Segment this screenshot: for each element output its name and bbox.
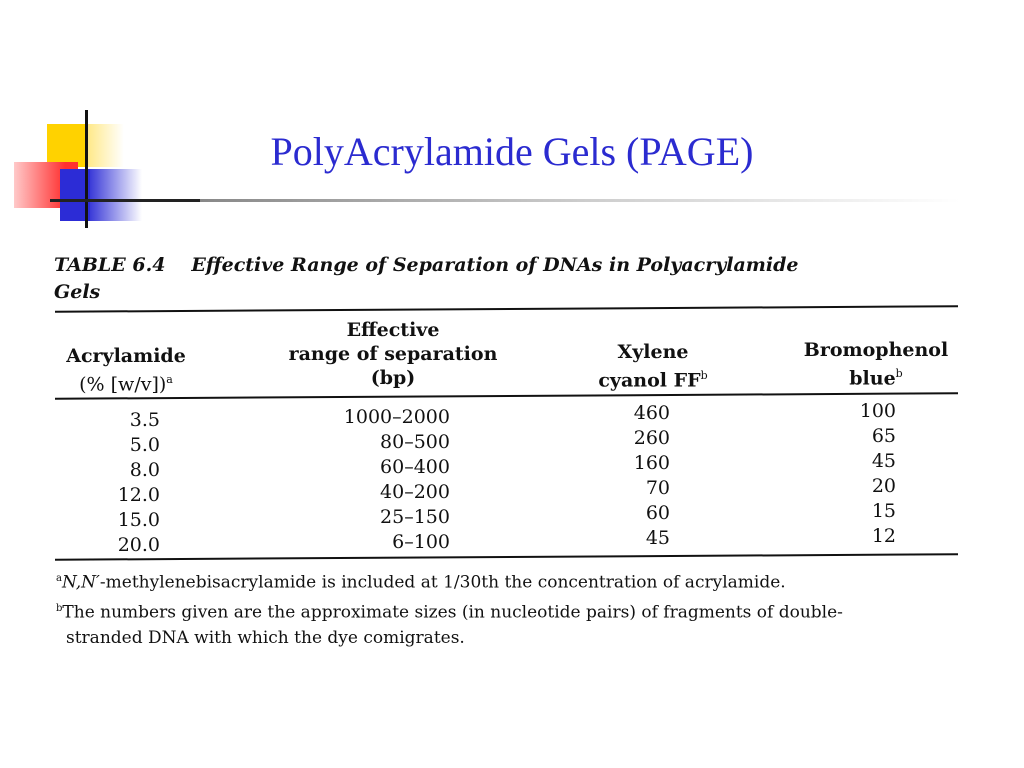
column-acrylamide bbox=[100, 408, 160, 558]
cell-acrylamide: 20.0 bbox=[117, 534, 160, 556]
cell-acrylamide: 8.0 bbox=[129, 459, 160, 481]
cell-range: 80–500 bbox=[380, 431, 450, 453]
header-acrylamide-label: Acrylamide bbox=[66, 345, 186, 367]
header-range-line1: Effective bbox=[346, 319, 440, 341]
header-bromophenol-line1: Bromophenol bbox=[803, 339, 949, 361]
cell-range: 6–100 bbox=[392, 531, 450, 553]
cell-acrylamide: 3.5 bbox=[129, 409, 160, 431]
cell-xylene: 70 bbox=[645, 477, 670, 499]
cell-bromophenol: 15 bbox=[871, 500, 896, 522]
cell-acrylamide: 12.0 bbox=[117, 484, 160, 506]
column-range bbox=[330, 405, 450, 555]
cell-acrylamide: 15.0 bbox=[117, 509, 160, 531]
cell-xylene: 160 bbox=[633, 452, 670, 474]
footnote-b bbox=[56, 596, 976, 626]
header-xylene-line2: cyanol FF bbox=[598, 369, 701, 392]
header-xylene-footnote-mark: b bbox=[700, 369, 708, 382]
cell-bromophenol: 100 bbox=[859, 400, 896, 422]
footnote-a-italic: N,N′ bbox=[61, 572, 100, 593]
cell-range: 1000–2000 bbox=[343, 406, 450, 428]
header-range-line2: range of separation bbox=[288, 343, 498, 365]
footnote-a bbox=[56, 566, 976, 596]
cell-xylene: 60 bbox=[645, 502, 670, 524]
slide-logo bbox=[0, 0, 160, 240]
header-acrylamide bbox=[56, 344, 196, 396]
title-underline bbox=[200, 199, 960, 202]
footnote-b-text-line1: The numbers given are the approximate sizes (in nucleotide pairs) of fragments of double- bbox=[62, 602, 843, 623]
table-footnotes bbox=[56, 566, 976, 651]
header-xylene bbox=[578, 340, 728, 392]
footnote-a-text: -methylenebisacrylamide is included at 1/30th the concentration of acrylamide. bbox=[99, 572, 786, 593]
table-caption-text: Effective Range of Separation of DNAs in Polyacrylamide bbox=[191, 254, 799, 276]
footnote-b-mark: b bbox=[56, 602, 63, 614]
logo-blue-fade bbox=[90, 169, 142, 221]
cell-bromophenol: 45 bbox=[871, 450, 896, 472]
cell-range: 40–200 bbox=[380, 481, 450, 503]
column-bromophenol bbox=[830, 399, 896, 549]
header-bromophenol bbox=[786, 338, 966, 390]
header-acrylamide-footnote-mark: a bbox=[166, 373, 173, 386]
table-top-rule bbox=[55, 305, 958, 313]
cell-xylene: 460 bbox=[633, 402, 670, 424]
cell-range: 60–400 bbox=[380, 456, 450, 478]
header-xylene-line1: Xylene bbox=[617, 341, 689, 363]
slide-title: PolyAcrylamide Gels (PAGE) bbox=[270, 129, 754, 174]
cell-xylene: 260 bbox=[633, 427, 670, 449]
header-bromophenol-line2: blue bbox=[849, 367, 896, 390]
cell-acrylamide: 5.0 bbox=[129, 434, 160, 456]
cell-bromophenol: 20 bbox=[871, 475, 896, 497]
cell-range: 25–150 bbox=[380, 506, 450, 528]
cell-bromophenol: 65 bbox=[871, 425, 896, 447]
table-caption-text-line2: Gels bbox=[54, 281, 101, 303]
cell-xylene: 45 bbox=[645, 527, 670, 549]
table-caption bbox=[54, 252, 974, 306]
logo-horizontal-line bbox=[50, 199, 200, 202]
header-range-line3: (bp) bbox=[370, 367, 416, 389]
header-acrylamide-unit: (% [w/v]) bbox=[79, 373, 167, 396]
footnote-a-mark: a bbox=[56, 573, 62, 584]
cell-bromophenol: 12 bbox=[871, 525, 896, 547]
header-range bbox=[268, 318, 518, 390]
table-number: TABLE 6.4 bbox=[54, 254, 166, 276]
footnote-b-continued: stranded DNA with which the dye comigrates. bbox=[66, 628, 465, 649]
column-xylene bbox=[600, 401, 670, 551]
header-bromophenol-footnote-mark: b bbox=[895, 367, 903, 380]
table-bottom-rule bbox=[55, 553, 958, 561]
